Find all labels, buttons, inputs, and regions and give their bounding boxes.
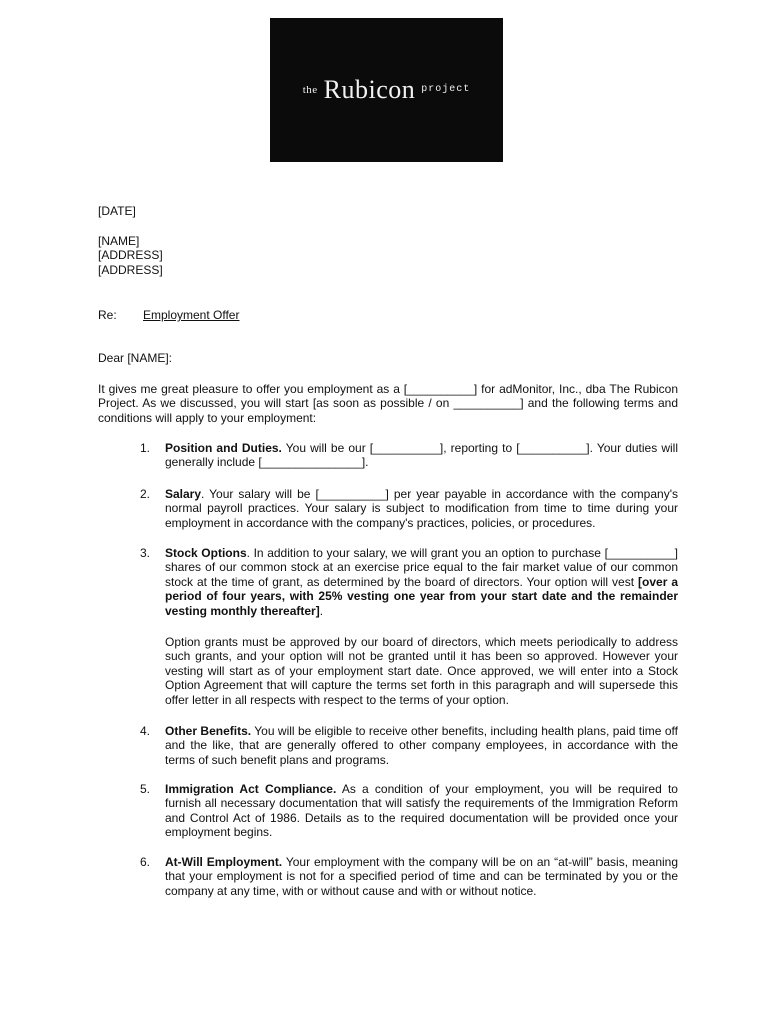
salutation: Dear [NAME]:	[98, 351, 173, 365]
logo-suffix: project	[421, 83, 471, 95]
intro-paragraph: It gives me great pleasure to offer you employment as a [__________] for adMonitor, Inc., dba The Rubicon Project. As we discussed, you will start [as soon as possible / on __________] and the following terms and conditions will apply to your employment:	[98, 382, 678, 425]
item-body	[165, 546, 678, 618]
item-number: 1.	[140, 441, 151, 455]
item-title: At-Will Employment.	[165, 855, 283, 869]
recipient-address-line-1: [ADDRESS]	[98, 248, 163, 263]
list-item	[140, 855, 678, 898]
item-title: Immigration Act Compliance.	[165, 782, 337, 796]
item-title: Other Benefits.	[165, 724, 252, 738]
list-item	[140, 782, 678, 840]
item-number: 4.	[140, 724, 151, 738]
item-body	[165, 782, 678, 840]
item-text: As a condition of your employment, you will be required to furnish all necessary documentation that will satisfy the requirements of the Immigration Reform and Control Act of 1986. Details as to the required documentation will be provided once your employment begins.	[165, 782, 678, 840]
company-logo	[270, 18, 503, 162]
item-body	[165, 724, 678, 767]
logo-prefix: the	[302, 83, 318, 96]
item-body	[165, 441, 678, 470]
item-body	[165, 855, 678, 898]
stock-option-paragraph: Option grants must be approved by our board of directors, which meets periodically to address such grants, and your option will not be granted until it has been so approved. However your vesting will start as of your employment start date. Once approved, we will enter into a Stock Option Agreement that will capture the terms set forth in this paragraph and will supersede this offer letter in all respects with respect to the terms of your option.	[165, 635, 678, 707]
item-title: Position and Duties.	[165, 441, 282, 455]
subject-label: Re:	[98, 308, 117, 322]
item-body	[165, 487, 678, 530]
item-title: Salary	[165, 487, 202, 501]
list-item	[140, 546, 678, 618]
item-bold-text: [over a period of four years, with 25% vesting one year from your start date and the remainder vesting monthly thereafter]	[165, 574, 678, 618]
subject-text: Employment Offer	[143, 308, 240, 322]
item-text: . Your salary will be [__________] per year payable in accordance with the company's normal payroll practices. Your salary is subject to modification from time to time during your employment in accordance with the company's practices, policies, or procedures.	[165, 487, 678, 530]
logo-name: Rubicon	[323, 74, 416, 104]
subject-line	[98, 308, 678, 322]
item-number: 2.	[140, 487, 151, 501]
list-item	[140, 724, 678, 767]
list-item	[140, 441, 678, 470]
list-item	[140, 487, 678, 530]
recipient-address-line-2: [ADDRESS]	[98, 262, 163, 277]
recipient-name: [NAME]	[98, 234, 140, 248]
item-text: Your employment with the company will be on an “at-will” basis, meaning that your employment is not for a specified period of time and can be terminated by you or the company at any time, with or without cause and with or without notice.	[165, 855, 679, 898]
letter-date: [DATE]	[98, 204, 136, 218]
item-number: 6.	[140, 855, 151, 869]
item-title: Stock Options	[165, 546, 247, 560]
item-text: You will be eligible to receive other benefits, including health plans, paid time off and the like, that are generally offered to other company employees, in accordance with the terms of such benefit plans and programs.	[165, 724, 678, 767]
item-text: . In addition to your salary, we will grant you an option to purchase [__________] shares of our common stock at an exercise price equal to the fair market value of our common stock at the time of grant, as determined by the board of directors. Your option will vest	[165, 546, 678, 589]
item-number: 5.	[140, 782, 151, 796]
item-text-end: .	[319, 603, 324, 618]
recipient-address	[98, 234, 678, 277]
item-text: You will be our [__________], reporting to [__________]. Your duties will generally include [_______________].	[165, 441, 678, 470]
item-number: 3.	[140, 546, 151, 560]
